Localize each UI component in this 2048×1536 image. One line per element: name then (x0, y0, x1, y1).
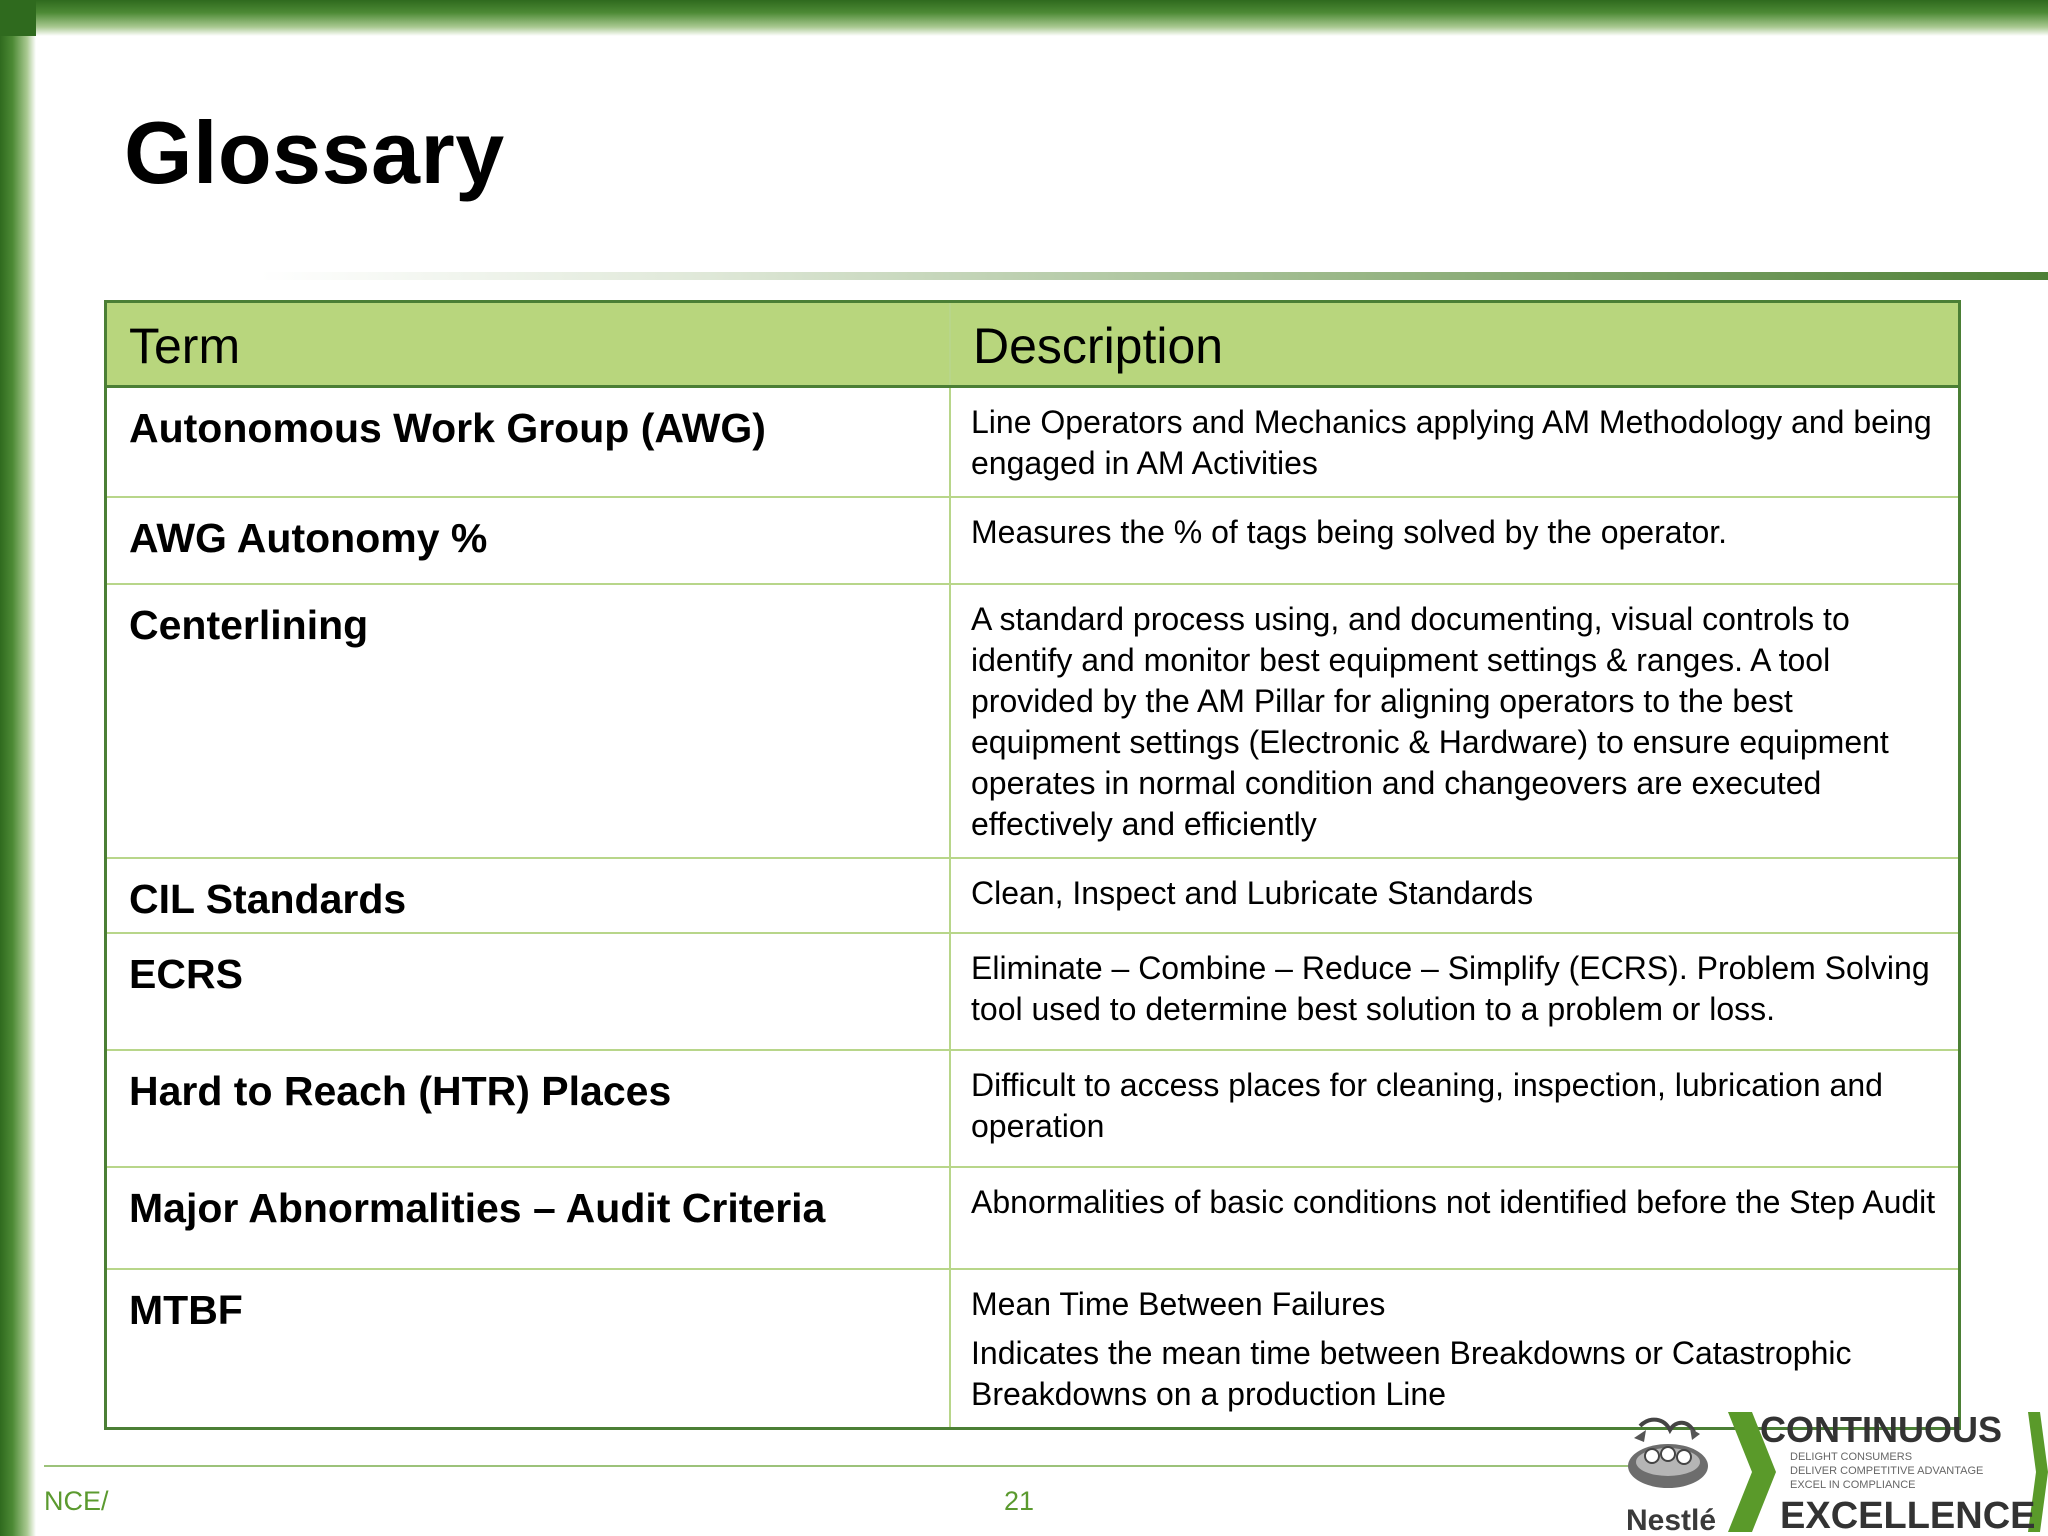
slide-frame-corner (0, 0, 36, 36)
description-text: Difficult to access places for cleaning, inspection, lubrication and operation (971, 1066, 1883, 1144)
table-row (106, 1269, 1960, 1428)
description-text: Measures the % of tags being solved by the operator. (971, 513, 1728, 550)
description-cell (950, 858, 1960, 933)
table-header-row (106, 302, 1960, 387)
description-text: Mean Time Between Failures (971, 1285, 1386, 1322)
page-number: 21 (1004, 1486, 1035, 1516)
description-cell (950, 387, 1960, 497)
footer-divider (44, 1465, 1640, 1467)
description-text: Clean, Inspect and Lubricate Standards (971, 874, 1534, 911)
description-cell (950, 1269, 1960, 1428)
description-cell (950, 584, 1960, 858)
column-header-description: Description (950, 302, 1960, 387)
slide-frame-left (0, 0, 36, 1536)
title-divider (260, 272, 2048, 280)
description-cell (950, 1050, 1960, 1167)
program-line-1: CONTINUOUS (1760, 1409, 2002, 1450)
nest-emblem-icon (1628, 1420, 1708, 1488)
description-cell (950, 497, 1960, 584)
table-row (106, 584, 1960, 858)
column-header-term: Term (106, 302, 951, 387)
program-tagline-2: DELIVER COMPETITIVE ADVANTAGE (1790, 1465, 1984, 1477)
program-tagline-1: DELIGHT CONSUMERS (1790, 1451, 1913, 1463)
brand-name: Nestlé (1626, 1504, 1717, 1536)
table-row (106, 1050, 1960, 1167)
term-cell: Centerlining (106, 584, 951, 858)
table-row (106, 858, 1960, 933)
term-cell: MTBF (106, 1269, 951, 1428)
term-cell: ECRS (106, 933, 951, 1050)
slide-frame-top (0, 0, 2048, 36)
description-text: Line Operators and Mechanics applying AM Methodology and being engaged in AM Activities (971, 404, 1932, 481)
term-cell: AWG Autonomy % (106, 497, 951, 584)
description-text: Abnormalities of basic conditions not identified before the Step Audit (971, 1183, 1936, 1220)
table-row (106, 387, 1960, 497)
table-row (106, 497, 1960, 584)
table-row (106, 933, 1960, 1050)
description-text: A standard process using, and documenting, visual controls to identify and monitor best equipment settings & ranges. A tool provided by the AM Pillar for aligning operators to the best equipment settings (Electronic & Hardware) to ensure equipment operates in normal condition and changeovers are executed effectively and efficiently (971, 600, 1889, 842)
description-cell (950, 1167, 1960, 1269)
nestle-continuous-excellence-logo (1620, 1408, 2048, 1536)
table-row (106, 1167, 1960, 1269)
term-cell: Hard to Reach (HTR) Places (106, 1050, 951, 1167)
program-line-2: EXCELLENCE (1780, 1495, 2036, 1536)
term-cell: CIL Standards (106, 858, 951, 933)
term-cell: Autonomous Work Group (AWG) (106, 387, 951, 497)
glossary-table (104, 300, 1961, 1430)
description-text: Indicates the mean time between Breakdowns or Catastrophic Breakdowns on a production Line (971, 1334, 1852, 1412)
program-tagline-3: EXCEL IN COMPLIANCE (1790, 1479, 1916, 1491)
description-text: Eliminate – Combine – Reduce – Simplify (ECRS). Problem Solving tool used to determine best solution to a problem or loss. (971, 949, 1930, 1027)
footer-label: NCE/ (44, 1486, 109, 1516)
slide-title: Glossary (124, 103, 505, 202)
description-cell (950, 933, 1960, 1050)
term-cell: Major Abnormalities – Audit Criteria (106, 1167, 951, 1269)
